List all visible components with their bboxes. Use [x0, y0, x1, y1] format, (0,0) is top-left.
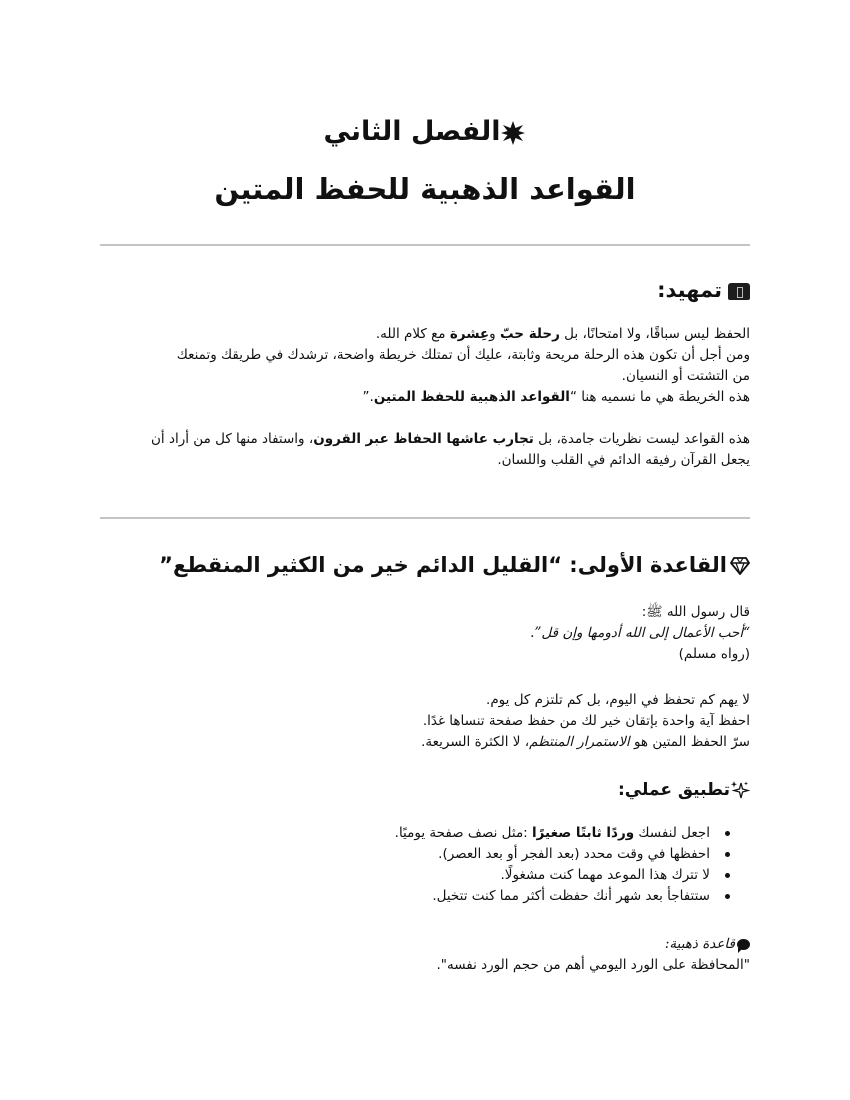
sparkles-icon — [730, 780, 750, 800]
list-item — [100, 844, 750, 865]
list-item — [100, 865, 750, 886]
rule1-line: لا يهم كم تحفظ في اليوم، بل كم تلتزم كل يوم. — [486, 692, 750, 708]
rule1-paragraph — [100, 690, 750, 753]
intro-heading — [657, 275, 750, 305]
intro-line: ومن أجل أن تكون هذه الرحلة مريحة وثابتة، عليك أن تمتلك خريطة واضحة، ترشدك في طريقك وتمنعك — [176, 347, 750, 363]
hadith-text — [100, 623, 750, 644]
list-item-text: ستتفاجأ بعد شهر أنك حفظت أكثر مما كنت تتخيل. — [432, 888, 710, 904]
intro-line: يجعل القرآن رفيقه الدائم في القلب واللسان. — [497, 452, 750, 468]
rule1-line: احفظ آية واحدة بإتقان خير لك من حفظ صفحة تنساها غدًا. — [422, 713, 750, 729]
list-item — [100, 886, 750, 907]
practice-heading-text: تطبيق عملي: — [617, 780, 730, 800]
speech-bubble-icon — [737, 939, 750, 950]
intro-heading-text: تمهيد: — [657, 278, 722, 302]
chapter-label: الفصل الثاني — [323, 116, 501, 147]
bullet-dot — [725, 831, 730, 836]
bullet-dot — [725, 852, 730, 857]
rule1-heading — [159, 550, 750, 580]
quote-intro: قال رسول الله ﷺ: — [641, 604, 750, 620]
hadith-italic: “أحب الأعمال إلى الله أدومها وإن قل”. — [530, 625, 750, 641]
golden-text: "المحافظة على الورد اليومي أهم من حجم الورد نفسه". — [436, 957, 750, 973]
golden-label — [100, 934, 750, 955]
gem-icon — [730, 557, 750, 575]
rule1-line: سرّ الحفظ المتين هو الاستمرار المنتظم، لا الكثرة السريعة. — [421, 734, 750, 750]
book-icon — [728, 283, 750, 300]
golden-rule — [100, 934, 750, 976]
intro-line: من التشتت أو النسيان. — [621, 368, 750, 384]
intro-line: الحفظ ليس سباقًا، ولا امتحانًا، بل رحلة حبّ وعِشرة مع كلام الله. — [375, 326, 750, 342]
intro-line: هذه الخريطة هي ما نسميه هنا “القواعد الذهبية للحفظ المتين.” — [362, 389, 750, 405]
list-item-text: لا تترك هذا الموعد مهما كنت مشغولًا. — [500, 867, 710, 883]
star-burst-icon — [500, 120, 526, 146]
rule1-heading-text: القاعدة الأولى: “القليل الدائم خير من الكثير المنقطع” — [159, 553, 727, 577]
golden-label-text: قاعدة ذهبية: — [664, 936, 735, 952]
hadith-block — [100, 602, 750, 665]
divider — [100, 244, 750, 246]
hadith-source: (رواه مسلم) — [678, 646, 750, 662]
chapter-title: القواعد الذهبية للحفظ المتين — [214, 172, 636, 206]
list-item-text: احفظها في وقت محدد (بعد الفجر أو بعد العصر). — [438, 846, 710, 862]
intro-paragraph — [100, 324, 750, 471]
divider — [100, 517, 750, 519]
list-item: اجعل لنفسك وردًا ثابتًا صغيرًا :مثل نصف صفحة يوميًا. — [100, 823, 750, 844]
practice-heading — [618, 777, 750, 803]
bullet-dot — [725, 894, 730, 899]
intro-line: هذه القواعد ليست نظريات جامدة، بل تجارب عاشها الحفاظ عبر القرون، واستفاد منها كل من أراد أن — [151, 431, 750, 447]
chapter-heading — [0, 112, 850, 152]
practice-list — [100, 823, 750, 907]
spacer — [100, 408, 750, 429]
bullet-dot — [725, 873, 730, 878]
